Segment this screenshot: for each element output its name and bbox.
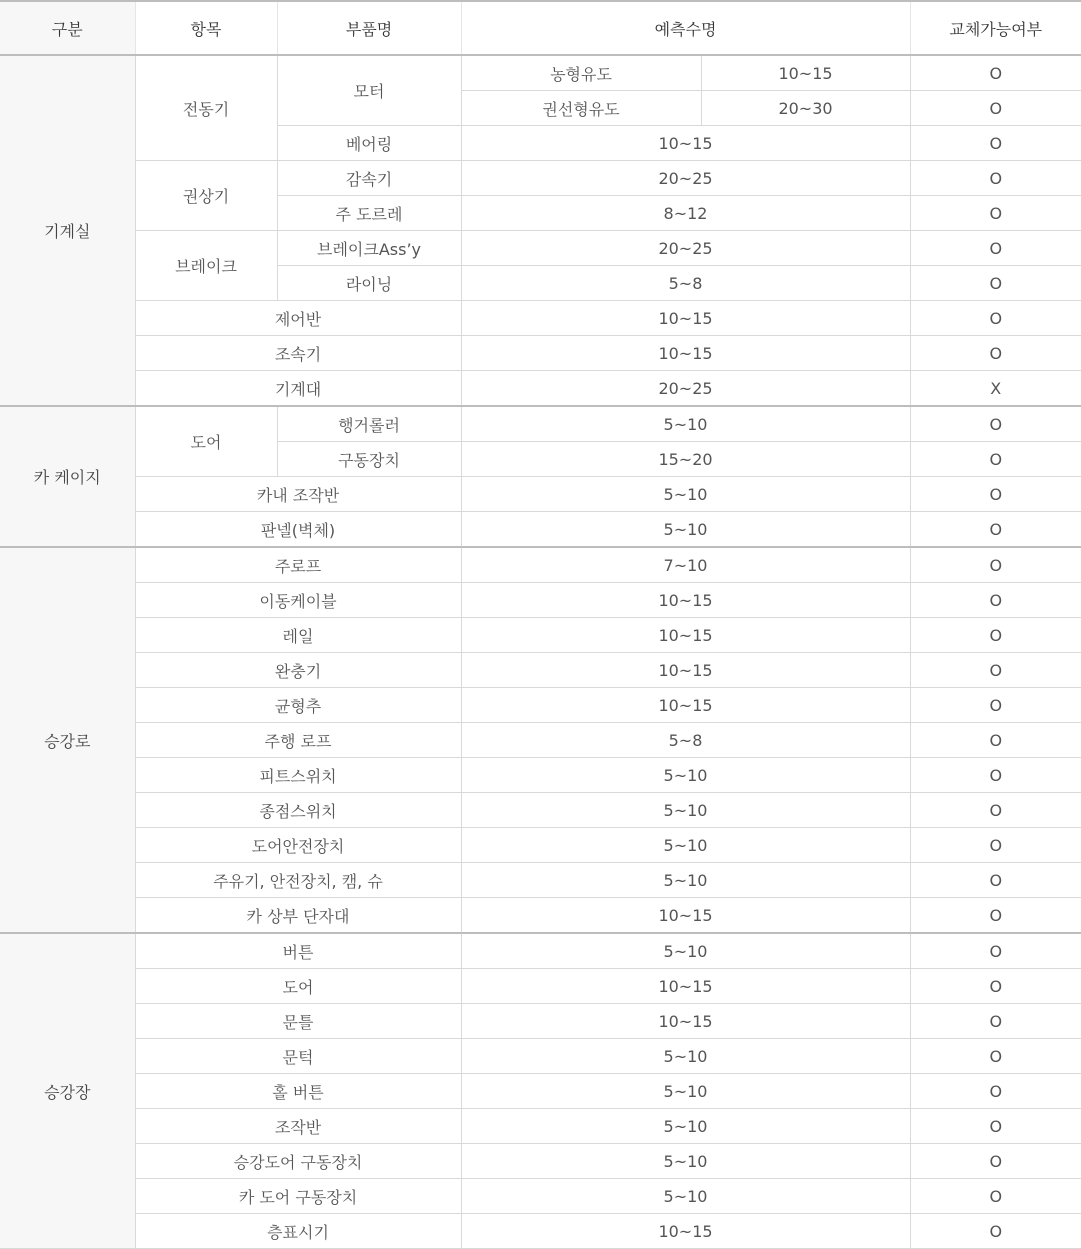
category-hoistway: 승강로 bbox=[0, 547, 135, 933]
part-name: 라이닝 bbox=[277, 266, 461, 301]
item-name: 균형추 bbox=[135, 688, 461, 723]
lifespan-value: 20~30 bbox=[701, 91, 910, 126]
lifespan-value: 5~10 bbox=[461, 1144, 910, 1179]
replaceable-value: O bbox=[910, 688, 1081, 723]
table-row bbox=[0, 55, 1081, 91]
lifespan-value: 10~15 bbox=[461, 301, 910, 336]
lifespan-value: 5~10 bbox=[461, 793, 910, 828]
lifespan-value: 5~8 bbox=[461, 266, 910, 301]
table-row bbox=[0, 618, 1081, 653]
lifespan-value: 8~12 bbox=[461, 196, 910, 231]
header-part: 부품명 bbox=[277, 1, 461, 55]
part-name: 구동장치 bbox=[277, 442, 461, 477]
replaceable-value: O bbox=[910, 1214, 1081, 1249]
table-row bbox=[0, 406, 1081, 442]
lifespan-value: 10~15 bbox=[461, 1214, 910, 1249]
replaceable-value: O bbox=[910, 161, 1081, 196]
lifespan-value: 5~10 bbox=[461, 933, 910, 969]
replaceable-value: O bbox=[910, 933, 1081, 969]
table-row bbox=[0, 828, 1081, 863]
lifespan-value: 5~10 bbox=[461, 828, 910, 863]
table-row bbox=[0, 1214, 1081, 1249]
replaceable-value: O bbox=[910, 406, 1081, 442]
item-name: 승강도어 구동장치 bbox=[135, 1144, 461, 1179]
replaceable-value: O bbox=[910, 196, 1081, 231]
table-row bbox=[0, 371, 1081, 407]
category-landing: 승강장 bbox=[0, 933, 135, 1249]
replaceable-value: O bbox=[910, 231, 1081, 266]
lifespan-value: 5~10 bbox=[461, 1039, 910, 1074]
lifespan-value: 10~15 bbox=[461, 969, 910, 1004]
item-name: 완충기 bbox=[135, 653, 461, 688]
lifespan-value: 5~10 bbox=[461, 758, 910, 793]
lifespan-value: 5~10 bbox=[461, 406, 910, 442]
table-row bbox=[0, 793, 1081, 828]
replaceable-value: O bbox=[910, 512, 1081, 548]
table-row bbox=[0, 477, 1081, 512]
item-hoist: 권상기 bbox=[135, 161, 277, 231]
lifespan-value: 10~15 bbox=[461, 583, 910, 618]
replaceable-value: O bbox=[910, 863, 1081, 898]
table-row bbox=[0, 1109, 1081, 1144]
replaceable-value: O bbox=[910, 618, 1081, 653]
motor-type: 권선형유도 bbox=[461, 91, 701, 126]
lifespan-value: 5~10 bbox=[461, 512, 910, 548]
item-name: 판넬(벽체) bbox=[135, 512, 461, 548]
lifespan-value: 5~10 bbox=[461, 477, 910, 512]
table-row bbox=[0, 1004, 1081, 1039]
lifespan-value: 5~10 bbox=[461, 1109, 910, 1144]
table-row bbox=[0, 653, 1081, 688]
item-name: 기계대 bbox=[135, 371, 461, 407]
table-row bbox=[0, 898, 1081, 934]
category-machine-room: 기계실 bbox=[0, 55, 135, 406]
part-name: 베어링 bbox=[277, 126, 461, 161]
table-row bbox=[0, 161, 1081, 196]
item-name: 카내 조작반 bbox=[135, 477, 461, 512]
item-name: 카 상부 단자대 bbox=[135, 898, 461, 934]
replaceable-value: O bbox=[910, 336, 1081, 371]
replaceable-value: O bbox=[910, 91, 1081, 126]
header-category: 구분 bbox=[0, 1, 135, 55]
header-replaceable: 교체가능여부 bbox=[910, 1, 1081, 55]
item-name: 문턱 bbox=[135, 1039, 461, 1074]
item-name: 문틀 bbox=[135, 1004, 461, 1039]
item-name: 레일 bbox=[135, 618, 461, 653]
lifespan-value: 10~15 bbox=[461, 653, 910, 688]
category-car-cage: 카 케이지 bbox=[0, 406, 135, 547]
motor-type: 농형유도 bbox=[461, 55, 701, 91]
replaceable-value: O bbox=[910, 266, 1081, 301]
replaceable-value: O bbox=[910, 55, 1081, 91]
table-row bbox=[0, 1074, 1081, 1109]
replaceable-value: O bbox=[910, 653, 1081, 688]
lifespan-value: 10~15 bbox=[461, 126, 910, 161]
table-row bbox=[0, 336, 1081, 371]
item-name: 카 도어 구동장치 bbox=[135, 1179, 461, 1214]
table-row bbox=[0, 231, 1081, 266]
table-row bbox=[0, 583, 1081, 618]
item-name: 버튼 bbox=[135, 933, 461, 969]
item-brake: 브레이크 bbox=[135, 231, 277, 301]
part-name: 주 도르레 bbox=[277, 196, 461, 231]
lifespan-value: 5~8 bbox=[461, 723, 910, 758]
lifespan-value: 20~25 bbox=[461, 161, 910, 196]
replaceable-value: O bbox=[910, 477, 1081, 512]
lifespan-value: 15~20 bbox=[461, 442, 910, 477]
lifespan-value: 10~15 bbox=[461, 898, 910, 934]
lifespan-value: 10~15 bbox=[461, 1004, 910, 1039]
item-name: 주로프 bbox=[135, 547, 461, 583]
item-name: 피트스위치 bbox=[135, 758, 461, 793]
table-row bbox=[0, 758, 1081, 793]
lifespan-value: 20~25 bbox=[461, 371, 910, 407]
replaceable-value: O bbox=[910, 442, 1081, 477]
table-row bbox=[0, 1179, 1081, 1214]
part-name: 행거롤러 bbox=[277, 406, 461, 442]
lifespan-value: 10~15 bbox=[461, 336, 910, 371]
replaceable-value: O bbox=[910, 547, 1081, 583]
lifespan-value: 7~10 bbox=[461, 547, 910, 583]
lifespan-value: 10~15 bbox=[461, 688, 910, 723]
item-name: 도어 bbox=[135, 969, 461, 1004]
item-motor: 전동기 bbox=[135, 55, 277, 161]
replaceable-value: O bbox=[910, 1074, 1081, 1109]
item-door: 도어 bbox=[135, 406, 277, 477]
replaceable-value: O bbox=[910, 828, 1081, 863]
item-name: 조작반 bbox=[135, 1109, 461, 1144]
table-row bbox=[0, 723, 1081, 758]
item-name: 도어안전장치 bbox=[135, 828, 461, 863]
replaceable-value: O bbox=[910, 969, 1081, 1004]
replaceable-value: O bbox=[910, 583, 1081, 618]
item-name: 주행 로프 bbox=[135, 723, 461, 758]
table-row bbox=[0, 512, 1081, 548]
table-row bbox=[0, 301, 1081, 336]
item-name: 주유기, 안전장치, 캠, 슈 bbox=[135, 863, 461, 898]
part-name: 브레이크Ass’y bbox=[277, 231, 461, 266]
replaceable-value: O bbox=[910, 1039, 1081, 1074]
item-name: 이동케이블 bbox=[135, 583, 461, 618]
replaceable-value: O bbox=[910, 793, 1081, 828]
table-row bbox=[0, 547, 1081, 583]
table-row bbox=[0, 969, 1081, 1004]
lifespan-value: 5~10 bbox=[461, 1179, 910, 1214]
replaceable-value: O bbox=[910, 1004, 1081, 1039]
item-name: 조속기 bbox=[135, 336, 461, 371]
part-motor: 모터 bbox=[277, 55, 461, 126]
replaceable-value: O bbox=[910, 1144, 1081, 1179]
replaceable-value: O bbox=[910, 898, 1081, 934]
replaceable-value: O bbox=[910, 1109, 1081, 1144]
item-name: 종점스위치 bbox=[135, 793, 461, 828]
item-name: 층표시기 bbox=[135, 1214, 461, 1249]
header-lifespan: 예측수명 bbox=[461, 1, 910, 55]
replaceable-value: O bbox=[910, 126, 1081, 161]
table-row bbox=[0, 933, 1081, 969]
table-row bbox=[0, 1144, 1081, 1179]
replaceable-value: O bbox=[910, 723, 1081, 758]
replaceable-value: O bbox=[910, 1179, 1081, 1214]
lifespan-value: 10~15 bbox=[461, 618, 910, 653]
table-row bbox=[0, 1039, 1081, 1074]
item-name: 제어반 bbox=[135, 301, 461, 336]
lifespan-value: 20~25 bbox=[461, 231, 910, 266]
replaceable-value: O bbox=[910, 758, 1081, 793]
replaceable-value: O bbox=[910, 301, 1081, 336]
replaceable-value: X bbox=[910, 371, 1081, 407]
lifespan-value: 10~15 bbox=[701, 55, 910, 91]
table-row bbox=[0, 863, 1081, 898]
item-name: 홀 버튼 bbox=[135, 1074, 461, 1109]
table-row bbox=[0, 688, 1081, 723]
lifespan-value: 5~10 bbox=[461, 1074, 910, 1109]
header-row bbox=[0, 1, 1081, 55]
part-name: 감속기 bbox=[277, 161, 461, 196]
lifespan-value: 5~10 bbox=[461, 863, 910, 898]
header-item: 항목 bbox=[135, 1, 277, 55]
